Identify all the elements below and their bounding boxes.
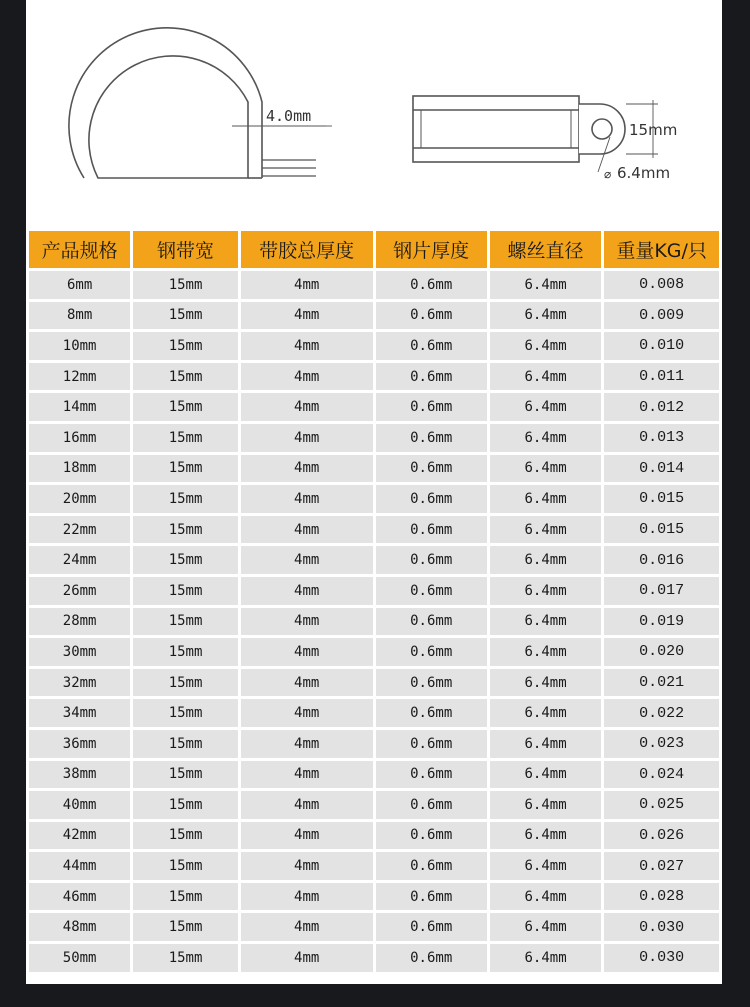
cell-total-thickness: 4mm [241,302,373,330]
cell-screw-diameter: 6.4mm [490,852,601,880]
cell-screw-diameter: 6.4mm [490,393,601,421]
table-row [29,455,719,483]
header-steel-thickness: 钢片厚度 [376,231,487,268]
cell-spec: 22mm [29,516,130,544]
cell-total-thickness: 4mm [241,516,373,544]
cell-steel-thickness: 0.6mm [376,913,487,941]
clamp-drawing [26,0,722,228]
cell-band-width: 15mm [133,393,238,421]
cell-steel-thickness: 0.6mm [376,332,487,360]
cell-steel-thickness: 0.6mm [376,363,487,391]
cell-band-width: 15mm [133,669,238,697]
cell-weight: 0.030 [604,913,719,941]
cell-steel-thickness: 0.6mm [376,424,487,452]
cell-steel-thickness: 0.6mm [376,455,487,483]
cell-steel-thickness: 0.6mm [376,822,487,850]
table-row [29,730,719,758]
cell-screw-diameter: 6.4mm [490,271,601,299]
cell-weight: 0.017 [604,577,719,605]
cell-total-thickness: 4mm [241,669,373,697]
cell-spec: 14mm [29,393,130,421]
table-row [29,485,719,513]
cell-spec: 50mm [29,944,130,972]
cell-spec: 28mm [29,608,130,636]
cell-total-thickness: 4mm [241,852,373,880]
header-spec: 产品规格 [29,231,130,268]
cell-screw-diameter: 6.4mm [490,822,601,850]
table-row [29,271,719,299]
cell-weight: 0.015 [604,516,719,544]
cell-steel-thickness: 0.6mm [376,393,487,421]
cell-screw-diameter: 6.4mm [490,730,601,758]
cell-screw-diameter: 6.4mm [490,546,601,574]
width-dimension-label: 15mm [629,121,678,139]
cell-spec: 36mm [29,730,130,758]
cell-band-width: 15mm [133,577,238,605]
cell-total-thickness: 4mm [241,608,373,636]
cell-spec: 32mm [29,669,130,697]
cell-total-thickness: 4mm [241,577,373,605]
cell-band-width: 15mm [133,822,238,850]
cell-total-thickness: 4mm [241,699,373,727]
cell-spec: 20mm [29,485,130,513]
cell-screw-diameter: 6.4mm [490,791,601,819]
cell-weight: 0.027 [604,852,719,880]
cell-spec: 44mm [29,852,130,880]
header-total-thickness: 带胶总厚度 [241,231,373,268]
cell-weight: 0.014 [604,455,719,483]
cell-steel-thickness: 0.6mm [376,485,487,513]
cell-spec: 6mm [29,271,130,299]
cell-steel-thickness: 0.6mm [376,302,487,330]
diameter-icon: ⌀ [604,167,612,181]
cell-band-width: 15mm [133,546,238,574]
cell-steel-thickness: 0.6mm [376,546,487,574]
clamp-side-view [69,28,332,178]
cell-band-width: 15mm [133,730,238,758]
cell-spec: 34mm [29,699,130,727]
spec-table [26,228,722,975]
cell-weight: 0.011 [604,363,719,391]
cell-weight: 0.009 [604,302,719,330]
clamp-front-view [413,96,658,172]
cell-band-width: 15mm [133,363,238,391]
header-screw-diameter: 螺丝直径 [490,231,601,268]
cell-total-thickness: 4mm [241,332,373,360]
cell-steel-thickness: 0.6mm [376,761,487,789]
cell-screw-diameter: 6.4mm [490,455,601,483]
cell-weight: 0.019 [604,608,719,636]
table-row [29,638,719,666]
cell-weight: 0.013 [604,424,719,452]
cell-spec: 30mm [29,638,130,666]
table-row [29,516,719,544]
cell-spec: 40mm [29,791,130,819]
table-row [29,699,719,727]
cell-steel-thickness: 0.6mm [376,516,487,544]
cell-band-width: 15mm [133,485,238,513]
cell-weight: 0.025 [604,791,719,819]
cell-total-thickness: 4mm [241,455,373,483]
cell-spec: 8mm [29,302,130,330]
cell-total-thickness: 4mm [241,363,373,391]
table-row [29,424,719,452]
cell-spec: 46mm [29,883,130,911]
cell-spec: 10mm [29,332,130,360]
cell-total-thickness: 4mm [241,546,373,574]
cell-total-thickness: 4mm [241,883,373,911]
table-row [29,822,719,850]
cell-total-thickness: 4mm [241,730,373,758]
cell-spec: 12mm [29,363,130,391]
thickness-dimension-label: 4.0mm [266,107,312,125]
cell-screw-diameter: 6.4mm [490,577,601,605]
cell-spec: 18mm [29,455,130,483]
cell-band-width: 15mm [133,883,238,911]
header-band-width: 钢带宽 [133,231,238,268]
cell-screw-diameter: 6.4mm [490,944,601,972]
cell-weight: 0.030 [604,944,719,972]
cell-screw-diameter: 6.4mm [490,883,601,911]
cell-weight: 0.023 [604,730,719,758]
cell-screw-diameter: 6.4mm [490,638,601,666]
cell-spec: 42mm [29,822,130,850]
cell-weight: 0.022 [604,699,719,727]
cell-weight: 0.010 [604,332,719,360]
table-row [29,944,719,972]
cell-screw-diameter: 6.4mm [490,761,601,789]
cell-weight: 0.015 [604,485,719,513]
cell-total-thickness: 4mm [241,638,373,666]
cell-band-width: 15mm [133,332,238,360]
cell-spec: 38mm [29,761,130,789]
cell-screw-diameter: 6.4mm [490,424,601,452]
cell-band-width: 15mm [133,699,238,727]
table-row [29,852,719,880]
cell-steel-thickness: 0.6mm [376,730,487,758]
cell-band-width: 15mm [133,761,238,789]
cell-weight: 0.012 [604,393,719,421]
table-row [29,393,719,421]
cell-steel-thickness: 0.6mm [376,608,487,636]
table-row [29,546,719,574]
header-weight: 重量KG/只 [604,231,719,268]
cell-steel-thickness: 0.6mm [376,577,487,605]
table-row [29,608,719,636]
cell-band-width: 15mm [133,791,238,819]
cell-total-thickness: 4mm [241,424,373,452]
cell-steel-thickness: 0.6mm [376,883,487,911]
cell-weight: 0.024 [604,761,719,789]
cell-steel-thickness: 0.6mm [376,271,487,299]
cell-weight: 0.021 [604,669,719,697]
cell-screw-diameter: 6.4mm [490,332,601,360]
clamp-diagram [26,0,722,228]
cell-steel-thickness: 0.6mm [376,944,487,972]
cell-steel-thickness: 0.6mm [376,852,487,880]
hole-dimension-label: 6.4mm [617,164,671,182]
table-row [29,791,719,819]
cell-total-thickness: 4mm [241,944,373,972]
cell-screw-diameter: 6.4mm [490,302,601,330]
cell-screw-diameter: 6.4mm [490,669,601,697]
table-row [29,761,719,789]
cell-steel-thickness: 0.6mm [376,699,487,727]
cell-steel-thickness: 0.6mm [376,669,487,697]
cell-band-width: 15mm [133,455,238,483]
cell-screw-diameter: 6.4mm [490,516,601,544]
table-row [29,577,719,605]
cell-spec: 26mm [29,577,130,605]
spec-table-header [29,231,719,268]
cell-band-width: 15mm [133,424,238,452]
cell-weight: 0.026 [604,822,719,850]
table-row [29,302,719,330]
cell-weight: 0.020 [604,638,719,666]
cell-band-width: 15mm [133,913,238,941]
header-row [29,231,719,268]
cell-weight: 0.008 [604,271,719,299]
spec-table-body [29,271,719,972]
cell-screw-diameter: 6.4mm [490,608,601,636]
cell-spec: 16mm [29,424,130,452]
cell-total-thickness: 4mm [241,485,373,513]
cell-band-width: 15mm [133,516,238,544]
cell-total-thickness: 4mm [241,822,373,850]
cell-screw-diameter: 6.4mm [490,485,601,513]
cell-steel-thickness: 0.6mm [376,791,487,819]
table-row [29,669,719,697]
cell-weight: 0.016 [604,546,719,574]
cell-total-thickness: 4mm [241,761,373,789]
cell-screw-diameter: 6.4mm [490,363,601,391]
cell-band-width: 15mm [133,944,238,972]
table-row [29,363,719,391]
cell-screw-diameter: 6.4mm [490,699,601,727]
cell-total-thickness: 4mm [241,913,373,941]
cell-total-thickness: 4mm [241,791,373,819]
cell-weight: 0.028 [604,883,719,911]
cell-screw-diameter: 6.4mm [490,913,601,941]
cell-steel-thickness: 0.6mm [376,638,487,666]
cell-total-thickness: 4mm [241,271,373,299]
cell-spec: 48mm [29,913,130,941]
cell-band-width: 15mm [133,608,238,636]
cell-band-width: 15mm [133,638,238,666]
table-row [29,332,719,360]
table-row [29,883,719,911]
table-row [29,913,719,941]
cell-total-thickness: 4mm [241,393,373,421]
cell-band-width: 15mm [133,302,238,330]
cell-band-width: 15mm [133,852,238,880]
cell-band-width: 15mm [133,271,238,299]
cell-spec: 24mm [29,546,130,574]
